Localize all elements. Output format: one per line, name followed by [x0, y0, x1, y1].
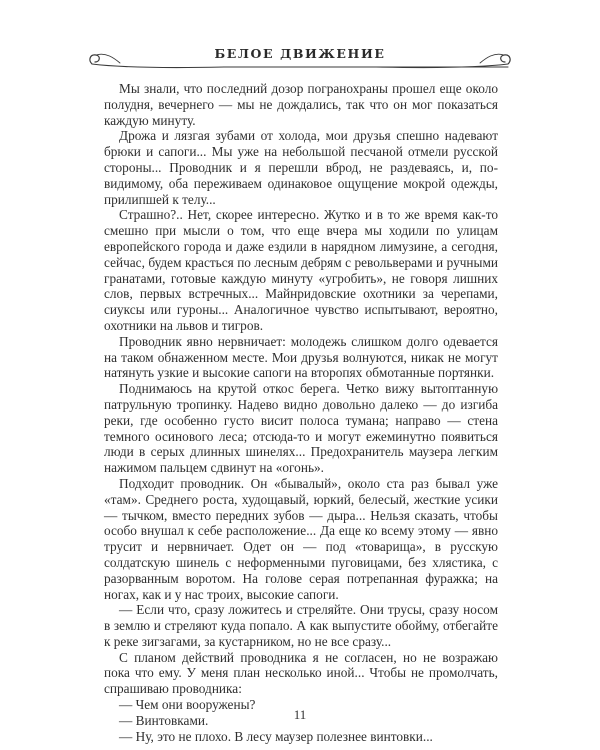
header-title: БЕЛОЕ ДВИЖЕНИЕ [214, 46, 386, 61]
page-number: 11 [293, 707, 307, 722]
paragraph: — Чем они вооружены? [119, 697, 256, 713]
paragraph: Поднимаюсь на крутой откос берега. Четко вижу вытоптанную патрульную тропинку. Надево видно довольно далеко — до изгиба реки, где особенно густо висит полоса тумана; направо — стена темного осинового леса; отсюда-то и могут ежеминутно появиться люди в серых длинных шинелях... Предохранитель маузера легким нажимом пальцем сдвинут на «огонь». [104, 381, 498, 476]
paragraph: С планом действий проводника я не согласен, но не возражаю пока что ему. У меня план несколько иной... Чтобы не промолчать, спрашиваю проводника: [104, 649, 498, 697]
paragraph: Подходит проводник. Он «бывалый», около ста раз бывал уже «там». Среднего роста, худощавый, юркий, белесый, жесткие усики — тычком, вместо передних зубов — дыра... Нельзя сказать, чтобы особо внушал к себе расположение... Да еще ко всему этому — явно трусит и нервничает. Одет он — под «товарища», в русскую солдатскую шинель с неформенными пуговицами, без хлястика, с разорванным воротом. На голове серая потрепанная фуражка; на ногах, как и у нас троих, высокие сапоги. [104, 475, 498, 602]
paragraph: Проводник явно нервничает: молодежь слишком долго одевается на таком обнаженном месте. Мои друзья волнуются, никак не могут натянуть узкие и высокие сапоги на второпях обмотанные портянки. [104, 333, 498, 381]
paragraph: — Если что, сразу ложитесь и стреляйте. Они трусы, сразу носом в землю и стреляют куда попало. А как выпустите обойму, отбегайте к реке зигзагами, за кустарником, но не все сразу... [104, 602, 498, 649]
paragraph: Дрожа и лязгая зубами от холода, мои друзья спешно надевают брюки и сапоги... Мы уже на небольшой песчаной отмели русской стороны... Проводник и я перешли вброд, не раздеваясь, и, по-видимому, оба переживаем одинаковое ощущение мокрой одежды, прилипшей к телу... [104, 128, 498, 207]
body-text [104, 81, 498, 744]
paragraph: Мы знали, что последний дозор погранохраны прошел еще около полудня, вечернего — мы не дождались, так что он мог показаться каждую минуту. [104, 81, 498, 128]
paragraph: — Винтовками. [119, 712, 209, 728]
paragraph: — Ну, это не плохо. В лесу маузер полезнее винтовки... [119, 728, 433, 744]
running-header [84, 44, 516, 72]
paragraph: Страшно?.. Нет, скорее интересно. Жутко и в то же время как-то смешно при мысли о том, что еще вчера мы ходили по улицам европейского города и даже ездили в нарядном лимузине, а сегодня, сейчас, будем красться по лесным дебрям с револьверами и ручными гранатами, готовые каждую минуту «угробить», не говоря лишних слов, первых встречных... Майнридовские охотники за черепами, сиуксы или гуроны... Аналогичное чувство испытывают, вероятно, охотники на львов и тигров. [104, 207, 498, 333]
